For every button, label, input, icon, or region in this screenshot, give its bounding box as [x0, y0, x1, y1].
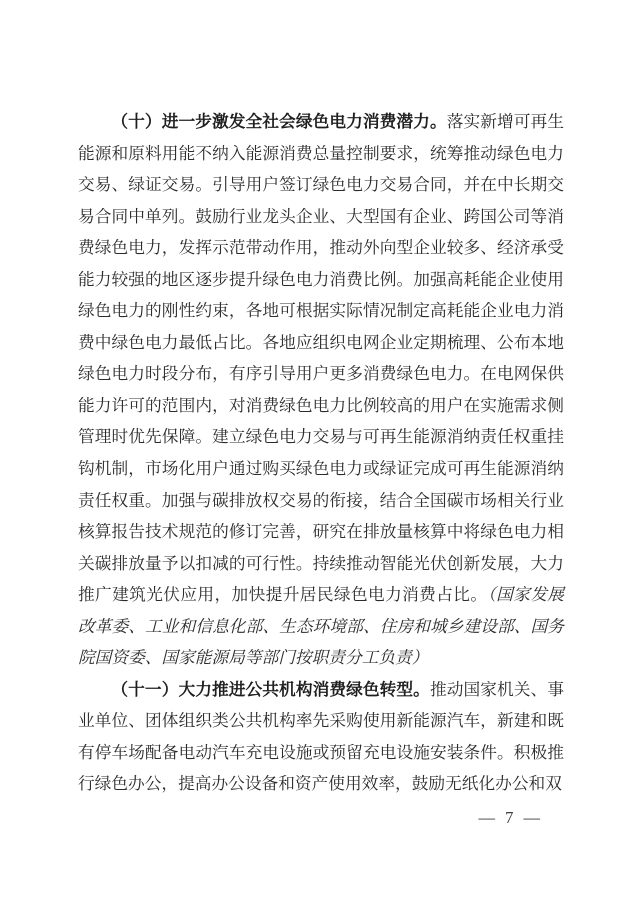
section-11-body: 推动国家机关、事业单位、团体组织类公共机构率先采购使用新能源汽车，新建和既有停车场配备电动汽车充电设施或预留充电设施安装条件。积极推行绿色办公，提高办公设备和资产使用效率，鼓励无纸化办公和双 [78, 679, 565, 794]
document-body [78, 106, 564, 800]
section-11-heading: （十一）大力推进公共机构消费绿色转型。 [111, 679, 430, 699]
page-number: — 7 — [478, 808, 543, 827]
section-10-attribution: （国家发展改革委、工业和信息化部、生态环境部、住房和城乡建设部、国务院国资委、国家能源局等部门按职责分工负责） [78, 585, 564, 668]
paragraph-section-11 [78, 674, 564, 800]
paragraph-section-10 [78, 106, 564, 674]
section-10-body: 落实新增可再生能源和原料用能不纳入能源消费总量控制要求，统筹推动绿色电力交易、绿证交易。引导用户签订绿色电力交易合同，并在中长期交易合同中单列。鼓励行业龙头企业、大型国有企业、跨国公司等消费绿色电力，发挥示范带动作用，推动外向型企业较多、经济承受能力较强的地区逐步提升绿色电力消费比例。加强高耗能企业使用绿色电力的刚性约束，各地可根据实际情况制定高耗能企业电力消费中绿色电力最低占比。各地应组织电网企业定期梳理、公布本地绿色电力时段分布，有序引导用户更多消费绿色电力。在电网保供能力许可的范围内，对消费绿色电力比例较高的用户在实施需求侧管理时优先保障。建立绿色电力交易与可再生能源消纳责任权重挂钩机制，市场化用户通过购买绿色电力或绿证完成可再生能源消纳责任权重。加强与碳排放权交易的衔接，结合全国碳市场相关行业核算报告技术规范的修订完善，研究在排放量核算中将绿色电力相关碳排放量予以扣减的可行性。持续推动智能光伏创新发展，大力推广建筑光伏应用，加快提升居民绿色电力消费占比。 [78, 112, 565, 605]
section-10-heading: （十）进一步激发全社会绿色电力消费潜力。 [111, 112, 447, 131]
